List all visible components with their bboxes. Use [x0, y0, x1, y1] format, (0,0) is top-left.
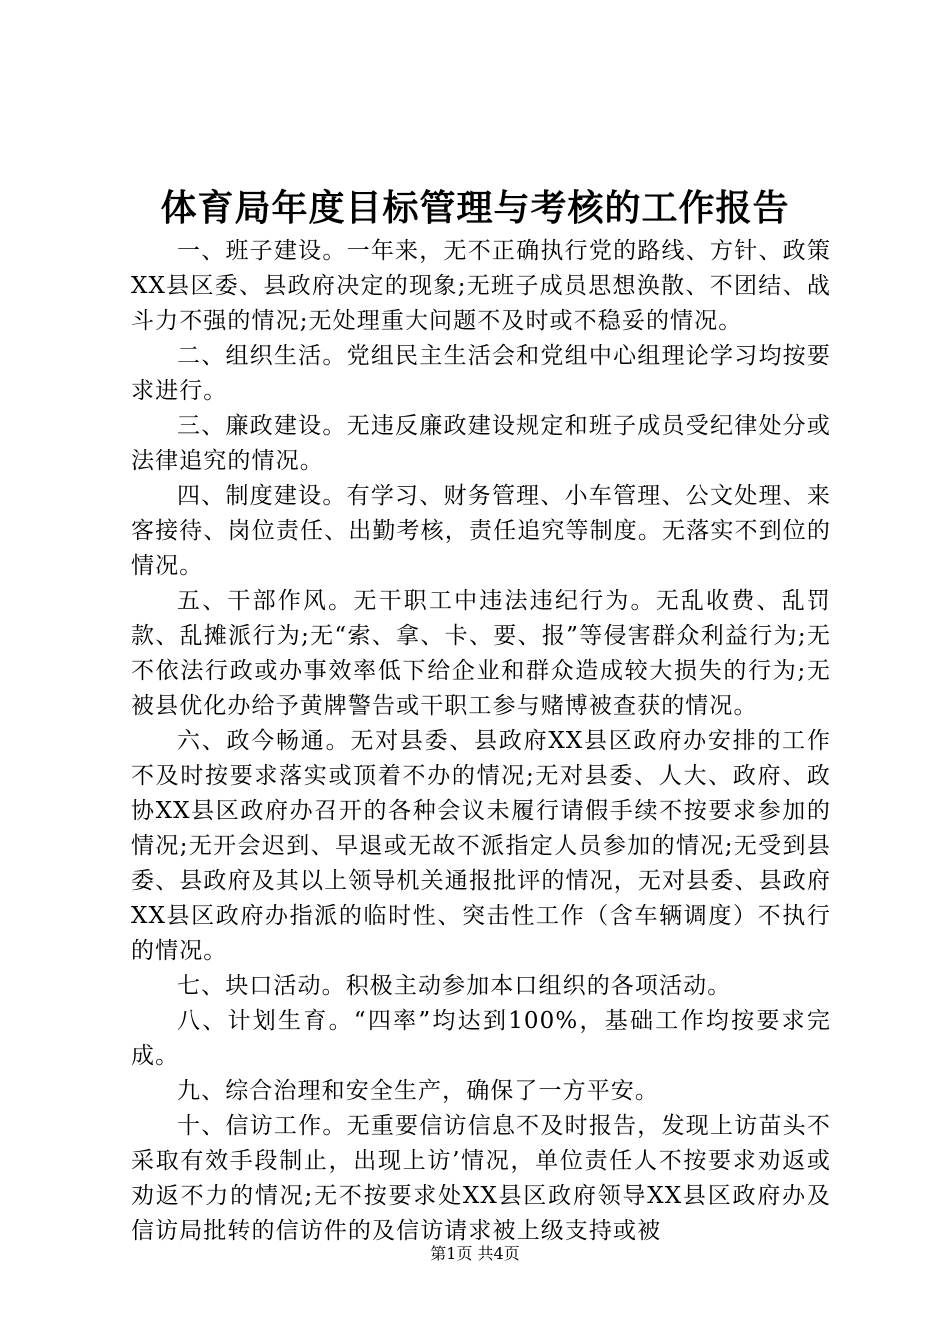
- paragraph-6: 六、政今畅通。无对县委、县政府XX县区政府办安排的工作不及时按要求落实或顶着不办的情况;无对县委、人大、政府、政协XX县区政府办召开的各种会议未履行请假手续不按要求参加的情况;无开会迟到、早退或无故不派指定人员参加的情况;无受到县委、县政府及其以上领导机关通报批评的情况，无对县委、县政府XX县区政府办指派的临时性、突击性工作（含车辆调度）不执行的情况。: [131, 728, 831, 964]
- paragraph-1: 一、班子建设。一年来，无不正确执行党的路线、方针、政策XX县区委、县政府决定的现象;无班子成员思想涣散、不团结、战斗力不强的情况;无处理重大问题不及时或不稳妥的情况。: [131, 238, 831, 334]
- paragraph-2: 二、组织生活。党组民主生活会和党组中心组理论学习均按要求进行。: [131, 343, 831, 404]
- document-body: [131, 234, 831, 1249]
- paragraph-8: 八、计划生育。“四率”均达到100%，基础工作均按要求完成。: [131, 1008, 831, 1069]
- paragraph-4: 四、制度建设。有学习、财务管理、小车管理、公文处理、来客接待、岗位责任、出勤考核，责任追究等制度。无落实不到位的情况。: [131, 483, 831, 579]
- paragraph-5: 五、干部作风。无干职工中违法违纪行为。无乱收费、乱罚款、乱摊派行为;无“索、拿、卡、要、报”等侵害群众利益行为;无不依法行政或办事效率低下给企业和群众造成较大损失的行为;无被县优化办给予黄牌警告或干职工参与赌博被查获的情况。: [131, 588, 831, 719]
- paragraph-3: 三、廉政建设。无违反廉政建设规定和班子成员受纪律处分或法律追究的情况。: [131, 413, 831, 474]
- paragraph-10: 十、信访工作。无重要信访信息不及时报告，发现上访苗头不采取有效手段制止，出现上访’情况，单位责任人不按要求劝返或劝返不力的情况;无不按要求处XX县区政府领导XX县区政府办及信访局批转的信访件的及信访请求被上级支持或被: [131, 1113, 831, 1244]
- paragraph-7: 七、块口活动。积极主动参加本口组织的各项活动。: [177, 973, 732, 999]
- document-title: 体育局年度目标管理与考核的工作报告: [160, 187, 790, 229]
- paragraph-9: 九、综合治理和安全生产，确保了一方平安。: [177, 1078, 659, 1104]
- page-footer: 第1页 共4页: [430, 1244, 520, 1263]
